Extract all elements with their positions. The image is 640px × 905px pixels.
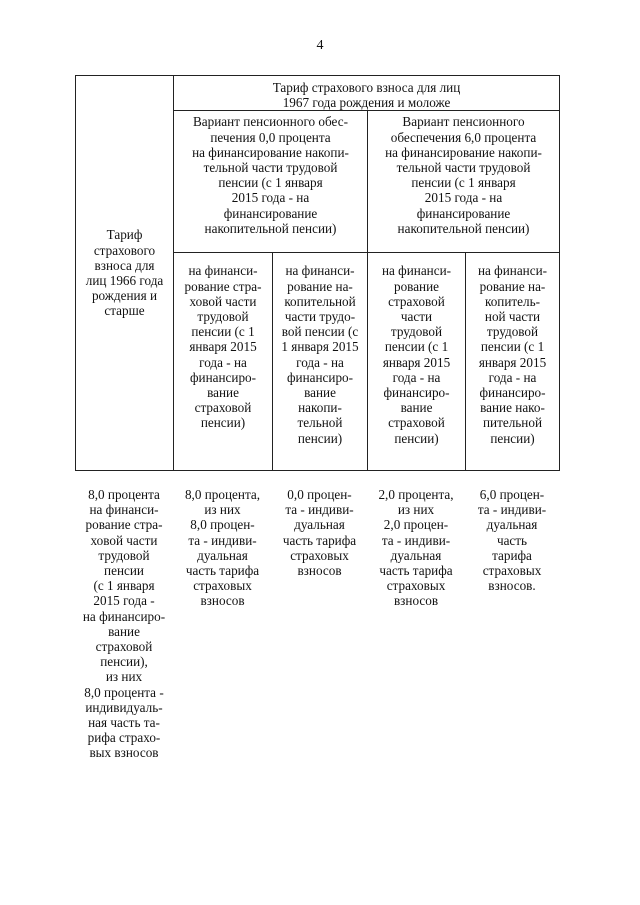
v0-funded-value: 0,0 процен- та - индиви- дуальная часть тарифа страховых взносов	[282, 487, 357, 579]
v6-insurance-header	[368, 253, 466, 471]
older-rate-header-text: Тариф страхового взноса для лиц 1966 года рождения и старше	[85, 227, 164, 319]
tariff-header-table	[75, 75, 560, 471]
v0-insurance-header	[174, 253, 273, 471]
v6-funded-header	[466, 253, 560, 471]
v0-insurance-value: 8,0 процента, из них 8,0 процен- та - индиви- дуальная часть тарифа страховых взносов	[184, 487, 261, 609]
younger-rate-header	[174, 76, 560, 111]
v6-funded-header-text: на финанси- рование на- копитель- ной части трудовой пенсии (с 1 января 2015 года - на финансиро- вание нако- пительной пенсии)	[477, 263, 548, 446]
older-rate-header	[76, 76, 174, 471]
v0-insurance-header-text: на финанси- рование стра- ховой части трудовой пенсии (с 1 января 2015 года - на финансиро- вание страховой пенсии)	[184, 263, 262, 431]
older-rate-value: 8,0 процента на финанси- рование стра- ховой части трудовой пенсии (с 1 января 2015 года - на финансиро- вание страховой пенсии), из них 8,0 процента - индивидуаль- ная часть та- рифа страхо- вых взносов	[82, 487, 166, 761]
v6-insurance-value: 2,0 процента, из них 2,0 процен- та - индиви- дуальная часть тарифа страховых взносов	[378, 487, 454, 609]
variant-6-header	[368, 111, 560, 253]
younger-rate-header-text: Тариф страхового взноса для лиц 1967 года рождения и моложе	[272, 80, 461, 111]
v0-funded-header-text: на финанси- рование на- копительной части трудо- вой пенсии (с 1 января 2015 года - на финансиро- вание накопи- тельной пенсии)	[281, 263, 359, 446]
variant-0-header	[174, 111, 368, 253]
v0-funded-header	[273, 253, 368, 471]
v6-insurance-header-text: на финанси- рование страховой части трудовой пенсии (с 1 января 2015 года - на финансиро- вание страховой пенсии)	[381, 263, 452, 446]
page-number: 4	[316, 38, 324, 53]
v6-funded-value: 6,0 процен- та - индиви- дуальная часть тарифа страховых взносов.	[477, 487, 547, 594]
variant-0-header-text: Вариант пенсионного обес- печения 0,0 процента на финансирование накопи- тельной части трудовой пенсии (с 1 января 2015 года - на финансирование накопительной пенсии)	[192, 114, 349, 236]
variant-6-header-text: Вариант пенсионного обеспечения 6,0 процента на финансирование накопи- тельной части трудовой пенсии (с 1 января 2015 года - на финансирование накопительной пенсии)	[385, 114, 542, 236]
